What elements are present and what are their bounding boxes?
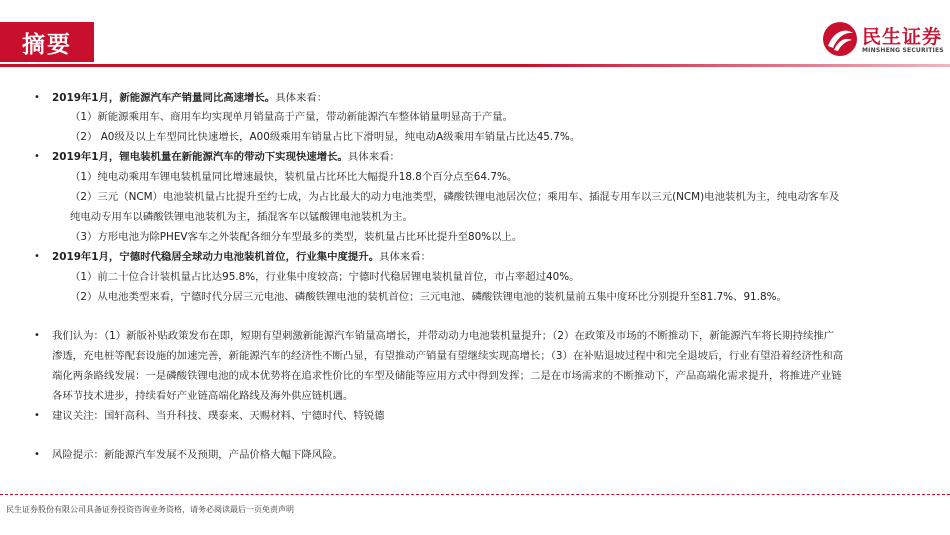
opinion-line: 渗透，充电桩等配套设施的加速完善，新能源汽车的经济性不断凸显，有望推动产销量有望继续实现高增长；（3）在补贴退坡过程中和完全退坡后，行业有望沿着经济性和高 bbox=[52, 350, 844, 362]
opinion-line: 端化两条路线发展：一是磷酸铁锂电池的成本优势将在追求性价比的车型及储能等应用方式中得到发挥；二是在市场需求的不断推动下，产品高端化需求提升，将推进产业链 bbox=[52, 370, 842, 382]
logo-text-en: MINSHENG SECURITIES bbox=[862, 47, 944, 54]
footer-disclaimer: 民生证券股份有限公司具备证券投资咨询业务资格，请务必阅读最后一页免责声明 bbox=[6, 505, 294, 514]
recommendation: 建议关注：国轩高科、当升科技、璞泰来、天赐材料、宁德时代、特锐德 bbox=[52, 410, 385, 422]
bullet-icon: • bbox=[34, 449, 40, 460]
footer-divider bbox=[0, 494, 950, 495]
section-point: （1）纯电动乘用车锂电装机量同比增速最快，装机量占比环比大幅提升18.8个百分点至64.7%。 bbox=[70, 171, 518, 183]
section-heading: 2019年1月，锂电装机量在新能源汽车的带动下实现快速增长。具体来看： bbox=[52, 151, 400, 163]
bullet-icon: • bbox=[34, 92, 40, 103]
bullet-icon: • bbox=[34, 251, 40, 262]
section-heading: 2019年1月，新能源汽车产销量同比高速增长。具体来看： bbox=[52, 92, 328, 104]
bullet-icon: • bbox=[34, 330, 40, 341]
opinion-line: 各环节技术进步，持续看好产业链高端化路线及海外供应链机遇。 bbox=[52, 390, 354, 402]
bullet-icon: • bbox=[34, 151, 40, 162]
section-point: 纯电动专用车以磷酸铁锂电池装机为主，插混客车以锰酸锂电池装机为主。 bbox=[70, 211, 413, 223]
bullet-icon: • bbox=[34, 410, 40, 421]
section-point: （1）新能源乘用车、商用车均实现单月销量高于产量，带动新能源汽车整体销量明显高于产量。 bbox=[70, 111, 514, 123]
page-title: 摘要 bbox=[0, 22, 94, 62]
opinion-line: 我们认为：（1）新版补贴政策发布在即，短期有望刺激新能源汽车销量高增长，并带动动力电池装机量提升；（2）在政策及市场的不断推动下，新能源汽车将长期持续推广 bbox=[52, 330, 835, 342]
section-point: （2） A0级及以上车型同比快速增长，A00级乘用车销量占比下滑明显，纯电动A级乘用车销量占比达45.7%。 bbox=[70, 131, 581, 143]
section-heading: 2019年1月，宁德时代稳居全球动力电池装机首位，行业集中度提升。具体来看： bbox=[52, 251, 432, 263]
logo-text-cn: 民生证券 bbox=[862, 26, 943, 48]
section-point: （2）从电池类型来看，宁德时代分居三元电池、磷酸铁锂电池的装机首位；三元电池、磷酸铁锂电池的装机量前五集中度环比分别提升至81.7%、91.8%。 bbox=[70, 291, 787, 303]
section-point: （3）方形电池为除PHEV客车之外装配各细分车型最多的类型，装机量占比环比提升至80%以上。 bbox=[70, 231, 523, 243]
risk-warning: 风险提示：新能源汽车发展不及预期，产品价格大幅下降风险。 bbox=[52, 449, 343, 461]
section-point: （1）前二十位合计装机量占比达95.8%，行业集中度较高；宁德时代稳居锂电装机量首位，市占率超过40%。 bbox=[70, 271, 580, 283]
section-point: （2）三元（NCM）电池装机量占比提升至约七成，为占比最大的动力电池类型，磷酸铁锂电池居次位；乘用车、插混专用车以三元(NCM)电池装机为主，纯电动客车及 bbox=[70, 191, 840, 203]
